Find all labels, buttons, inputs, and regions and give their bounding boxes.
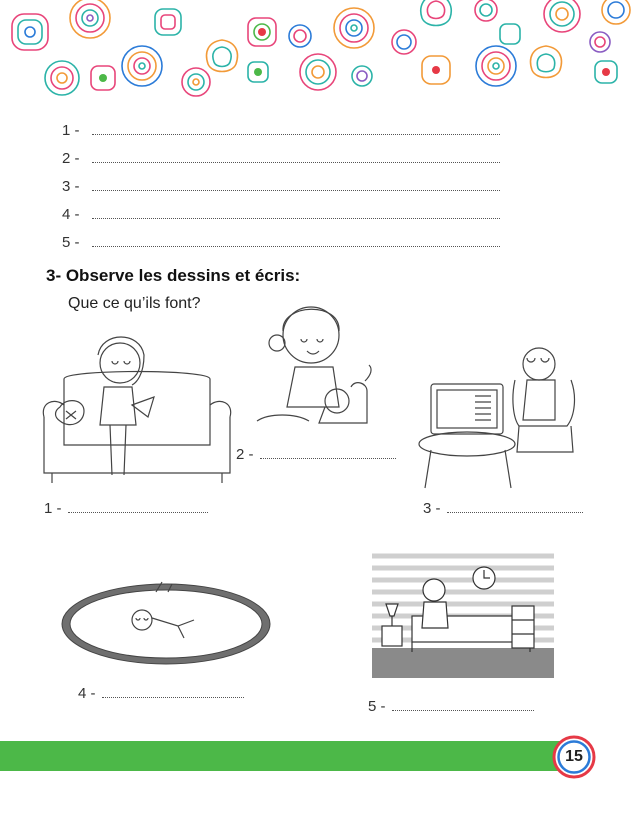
footer-bar: [0, 741, 562, 771]
swirl-icon: [155, 9, 181, 35]
swirl-icon: [531, 46, 562, 78]
line-label: 1 -: [62, 122, 80, 139]
line-label: 3 -: [62, 178, 80, 195]
section-prompt: Que ce qu’ils font?: [68, 295, 201, 312]
swirl-icon: [248, 18, 276, 46]
writing-line-3[interactable]: [62, 178, 80, 195]
line-label: 4 -: [62, 206, 80, 223]
swirl-icon: [602, 0, 630, 24]
writing-line-2[interactable]: [62, 150, 80, 167]
dotted-line: [102, 696, 244, 698]
swirl-icon: [476, 46, 516, 86]
dotted-line: [392, 709, 534, 711]
answer-label: 4 -: [78, 685, 96, 702]
answer-label: 2 -: [236, 446, 254, 463]
dotted-line: [260, 457, 396, 459]
swirl-icon: [70, 0, 110, 38]
swirl-icon: [248, 62, 268, 82]
answer-field-2[interactable]: [236, 446, 396, 463]
swirl-icon: [12, 14, 48, 50]
swirl-icon: [91, 66, 115, 90]
illustration-boy-watching-tv: [415, 340, 595, 490]
dotted-line: [92, 162, 500, 163]
dotted-line: [447, 511, 583, 513]
swirl-icon: [590, 32, 610, 52]
swirl-icon: [300, 54, 336, 90]
answer-field-5[interactable]: [368, 698, 534, 715]
section-title: 3- Observe les dessins et écris:: [46, 266, 301, 285]
line-label: 5 -: [62, 234, 80, 251]
page-number: 15: [565, 748, 583, 765]
swirl-icon: [392, 30, 416, 54]
swirl-icon: [207, 40, 238, 72]
swirl-icon: [334, 8, 374, 48]
dotted-line: [92, 246, 500, 247]
swirl-icon: [421, 0, 451, 26]
answer-field-4[interactable]: [78, 685, 244, 702]
writing-line-5[interactable]: [62, 234, 80, 251]
answer-label: 5 -: [368, 698, 386, 715]
writing-line-1[interactable]: [62, 122, 80, 139]
dotted-line: [92, 218, 500, 219]
swirl-icon: [475, 0, 497, 21]
illustration-girl-on-sofa: [40, 325, 235, 485]
illustration-swimmer-in-pool: [60, 578, 275, 668]
swirl-icon: [500, 24, 520, 44]
dotted-line: [92, 134, 500, 135]
swirl-icon: [122, 46, 162, 86]
dotted-line: [92, 190, 500, 191]
answer-field-3[interactable]: [423, 500, 583, 517]
swirl-icon: [45, 61, 79, 95]
answer-label: 3 -: [423, 500, 441, 517]
swirl-icon: [289, 25, 311, 47]
swirl-icon: [352, 66, 372, 86]
illustration-girl-with-dog: [255, 295, 375, 430]
line-label: 2 -: [62, 150, 80, 167]
answer-field-1[interactable]: [44, 500, 208, 517]
writing-line-4[interactable]: [62, 206, 80, 223]
decorative-header-pattern: [0, 0, 642, 110]
swirl-icon: [422, 56, 450, 84]
swirl-icon: [182, 68, 210, 96]
dotted-line: [68, 511, 208, 513]
swirl-icon: [595, 61, 617, 83]
answer-label: 1 -: [44, 500, 62, 517]
illustration-boy-in-bedroom: [372, 548, 554, 678]
swirl-icon: [544, 0, 580, 32]
